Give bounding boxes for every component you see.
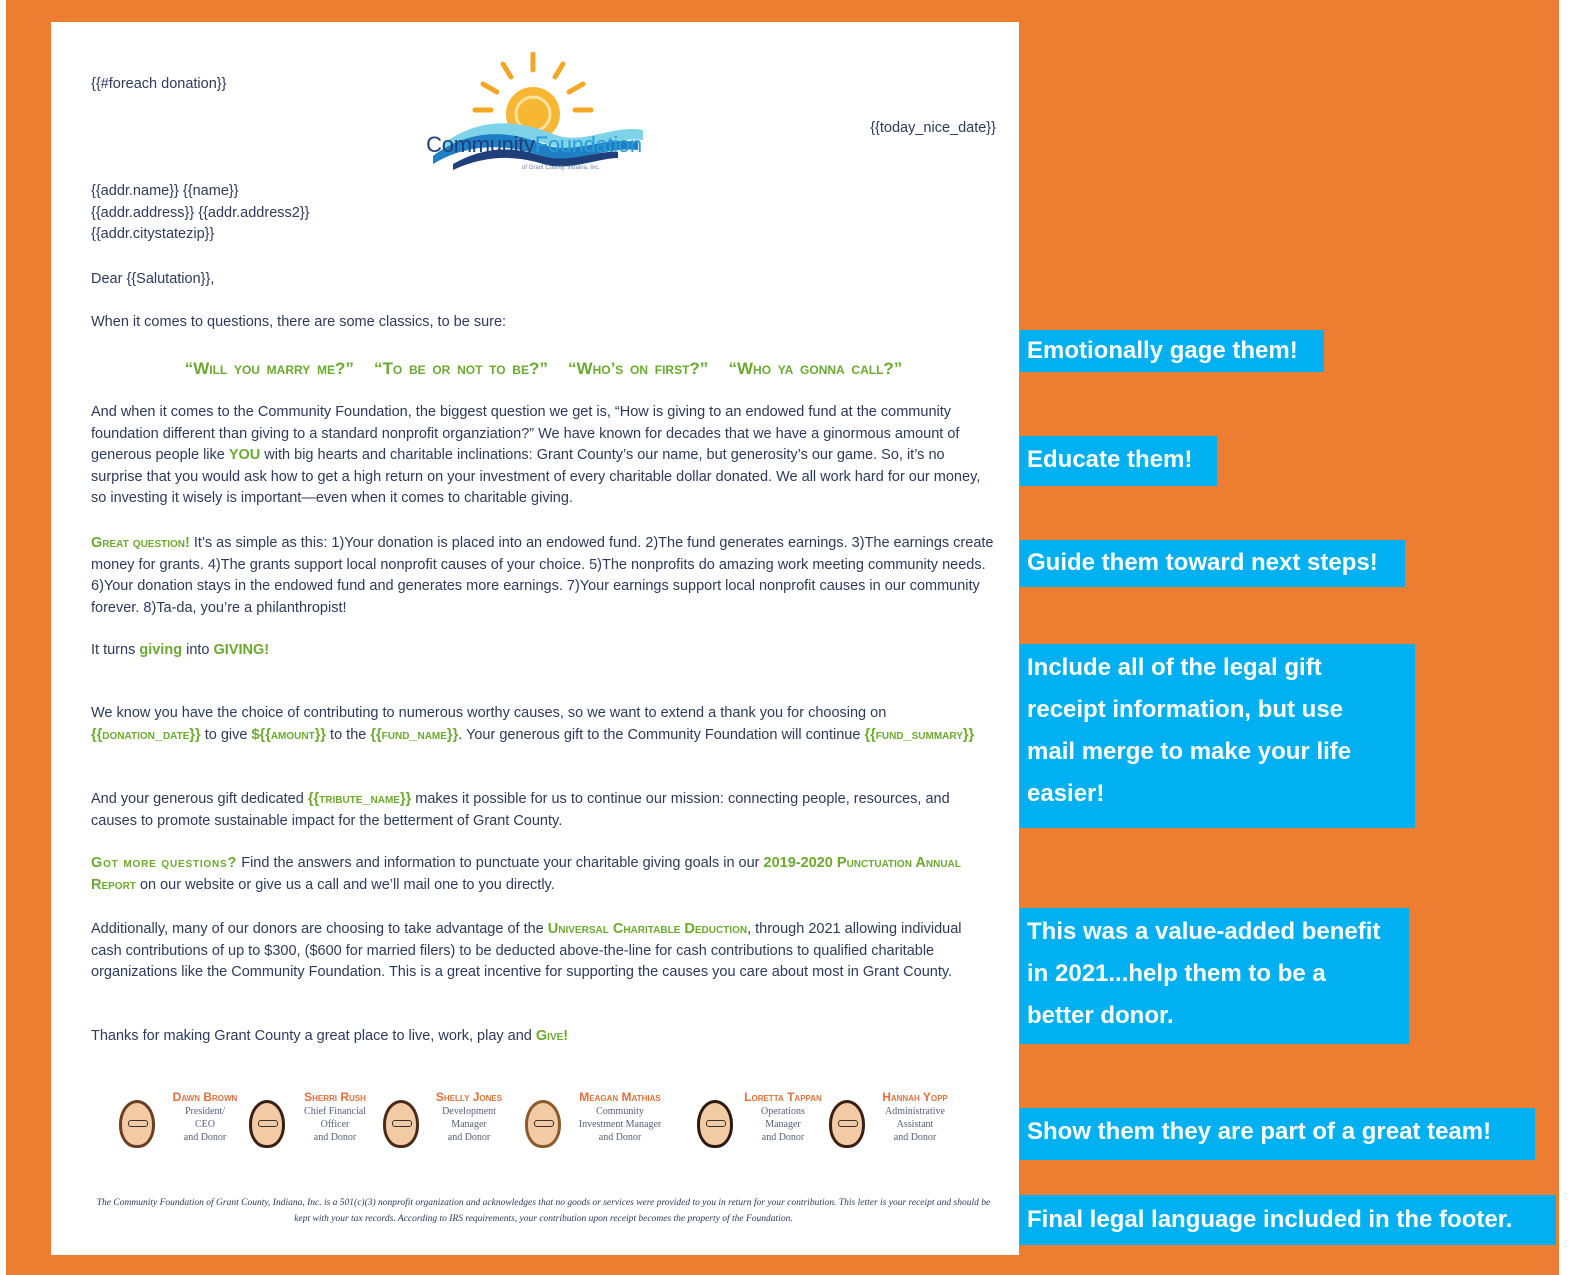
address-line: {{addr.address}} {{addr.address2}} xyxy=(91,204,310,221)
logo-subtitle: of Grant County, Indiana, Inc. xyxy=(522,165,600,171)
universal-deduction-label: Universal Charitable Deduction xyxy=(547,921,748,937)
team-member-role xyxy=(561,1105,679,1144)
great-question-lead: Great question! xyxy=(91,535,190,551)
team-member-name: Sherri Rush xyxy=(304,1090,366,1104)
team-member-name: Shelly Jones xyxy=(435,1090,503,1104)
role-line: Community xyxy=(596,1106,644,1117)
avatar xyxy=(829,1100,865,1148)
callout-legal-receipt xyxy=(1020,644,1415,828)
team-member-role xyxy=(733,1105,833,1144)
para-text: to give xyxy=(200,726,252,743)
callout-emotion xyxy=(1020,330,1324,372)
callout-line: Emotionally gage them! xyxy=(1027,337,1298,364)
callout-educate xyxy=(1020,436,1217,486)
classic-questions xyxy=(91,358,996,380)
role-line: and Donor xyxy=(447,1132,491,1143)
role-line: Officer xyxy=(320,1119,350,1130)
callout-value-added xyxy=(1020,908,1409,1044)
role-line: CEO xyxy=(195,1119,215,1130)
para-text: It turns xyxy=(91,642,140,658)
para-text: . Your generous gift to the Community Foundation will continue xyxy=(458,726,865,743)
callout-line: Educate them! xyxy=(1027,446,1193,473)
give-highlight: Give! xyxy=(535,1028,569,1044)
para-text: on our website or give us a call and we’ll mail one to you directly. xyxy=(135,876,555,893)
annual-report-title: 2019-2020 Punctuation Annual Report xyxy=(91,855,961,893)
callout-line: Guide them toward next steps! xyxy=(1027,549,1378,576)
merge-fund-name: {{fund_name}} xyxy=(370,726,459,743)
team-member-role xyxy=(285,1105,385,1144)
callout-line: better donor. xyxy=(1027,1002,1174,1029)
merge-donation-date: {{donation_date}} xyxy=(91,726,201,743)
salutation: Dear {{Salutation}}, xyxy=(91,271,215,287)
team-member-role xyxy=(419,1105,519,1144)
paragraph-giving xyxy=(91,640,996,662)
role-line: and Donor xyxy=(893,1132,937,1143)
callout-line: This was a value-added benefit xyxy=(1027,918,1381,945)
role-line: Chief Financial xyxy=(304,1106,366,1117)
team-member-role xyxy=(155,1105,255,1144)
merge-fund-summary: {{fund_summary}} xyxy=(864,726,975,743)
more-questions-lead: Got more questions? xyxy=(91,855,238,871)
callout-line: easier! xyxy=(1027,780,1105,807)
callout-team xyxy=(1020,1108,1535,1160)
callout-line: mail merge to make your life xyxy=(1027,738,1352,765)
merge-amount: ${{amount}} xyxy=(251,726,327,743)
role-line: and Donor xyxy=(183,1132,227,1143)
role-line: Assistant xyxy=(896,1119,934,1130)
team-member-name: Loretta Tappan xyxy=(744,1090,822,1104)
paragraph-closing xyxy=(91,1026,996,1048)
paragraph-universal-deduction xyxy=(91,919,996,984)
role-line: Manager xyxy=(451,1119,487,1130)
team-member-name: Meagan Mathias xyxy=(579,1090,661,1104)
para-text: Thanks for making Grant County a great place to live, work, play and xyxy=(91,1028,536,1044)
para-text: And your generous gift dedicated xyxy=(91,791,308,807)
role-line: President/ xyxy=(185,1106,225,1117)
team-member-role xyxy=(865,1105,965,1144)
team-member-name: Hannah Yopp xyxy=(882,1090,948,1104)
donation-letter xyxy=(51,22,1019,1255)
callout-line: receipt information, but use xyxy=(1027,696,1344,723)
logo-word-foundation: Foundation xyxy=(534,132,642,157)
paragraph-tribute xyxy=(91,789,996,832)
logo-word-community: Community xyxy=(426,132,535,157)
avatar xyxy=(525,1100,561,1148)
callout-line: in 2021...help them to be a xyxy=(1027,960,1326,987)
paragraph-thank-you xyxy=(91,703,996,746)
giving-lower: giving xyxy=(139,642,183,658)
para-text: Find the answers and information to punctuate your charitable giving goals in our xyxy=(237,855,764,871)
para-text: to the xyxy=(326,726,371,743)
you-highlight: YOU xyxy=(228,447,261,464)
para-text: with big hearts and charitable inclinations: Grant County’s our name, but generosity’s our game. So, it’s no surprise that you would ask how to get a high return on your investment of every charitable dollar donated. We all work hard for our money, so investing it wisely is important—even when it comes to charitable giving. xyxy=(91,447,981,507)
team-member-name: Dawn Brown xyxy=(172,1090,238,1104)
avatar xyxy=(697,1100,733,1148)
question: “Will you marry me?” xyxy=(184,359,354,378)
recipient-address xyxy=(91,181,996,246)
address-line: {{addr.citystatezip}} xyxy=(91,226,215,243)
callout-line: Include all of the legal gift xyxy=(1027,654,1322,681)
question: “Who’s on first?” xyxy=(568,359,709,378)
foreach-tag: {{#foreach donation}} xyxy=(91,76,227,92)
callout-line: Show them they are part of a great team! xyxy=(1027,1118,1492,1145)
merge-tribute-name: {{tribute_name}} xyxy=(307,791,412,807)
role-line: Development xyxy=(442,1106,496,1117)
para-text: We know you have the choice of contributing to numerous worthy causes, so we want to extend a thank you for choosing on xyxy=(91,705,887,721)
para-text: Additionally, many of our donors are choosing to take advantage of the xyxy=(91,921,548,937)
legal-footer: The Community Foundation of Grant County, Indiana, Inc. is a 501(c)(3) nonprofit organization and acknowledges that no goods or services were provided to you in return for your contribution. This letter is your receipt and should be kept with your tax records. According to IRS requirements, your contribution upon receipt becomes the property of the Foundation. xyxy=(96,1198,991,1224)
letter-date: {{today_nice_date}} xyxy=(870,120,996,136)
para-text: And when it comes to the Community Foundation, the biggest question we get is, “How is giving to an endowed fund at the community foundation different than giving to a standard nonprofit organziation?” We have known for decades that we have a ginormous amount of generous people like xyxy=(91,404,960,464)
callout-next-steps xyxy=(1020,540,1405,587)
address-line: {{addr.name}} {{name}} xyxy=(91,183,239,199)
role-line: Investment Manager xyxy=(578,1119,662,1130)
question: “Who ya gonna call?” xyxy=(728,359,903,378)
avatar xyxy=(383,1100,419,1148)
giving-upper: GIVING! xyxy=(213,642,270,658)
role-line: Manager xyxy=(765,1119,801,1130)
role-line: and Donor xyxy=(313,1132,357,1143)
logo-wordmark xyxy=(409,134,659,156)
role-line: Operations xyxy=(761,1106,805,1117)
callout-line: Final legal language included in the footer. xyxy=(1027,1206,1513,1233)
avatar xyxy=(249,1100,285,1148)
role-line: Administrative xyxy=(885,1106,945,1117)
avatar xyxy=(119,1100,155,1148)
para-text: , through 2021 allowing individual cash contributions of up to $300, ($600 for married filers) to be deducted above-the-line for cash contributions to qualified charitable organizations like the Community Foundation. This is a great incentive for supporting the causes you care about most in Grant County. xyxy=(91,921,962,981)
paragraph-endowed-fund xyxy=(91,402,996,510)
role-line: and Donor xyxy=(761,1132,805,1143)
question: “To be or not to be?” xyxy=(374,359,548,378)
intro-line: When it comes to questions, there are some classics, to be sure: xyxy=(91,314,507,330)
para-text: It’s as simple as this: 1)Your donation is placed into an endowed fund. 2)The fund generates earnings. 3)The earnings create money for grants. 4)The grants support local nonprofit causes of your choice. 5)The nonprofits do amazing work meeting community needs. 6)Your donation stays in the endowed fund and generates more earnings. 7)Your earnings support local nonprofit causes in our community forever. 8)Ta-da, you’re a philanthropist! xyxy=(91,535,994,616)
role-line: and Donor xyxy=(598,1132,642,1143)
callout-footer xyxy=(1020,1195,1556,1245)
para-text: makes it possible for us to continue our mission: connecting people, resources, and causes to promote sustainable impact for the betterment of Grant County. xyxy=(91,791,950,829)
para-text: into xyxy=(182,642,214,658)
paragraph-more-questions xyxy=(91,853,996,896)
paragraph-great-question xyxy=(91,533,996,619)
